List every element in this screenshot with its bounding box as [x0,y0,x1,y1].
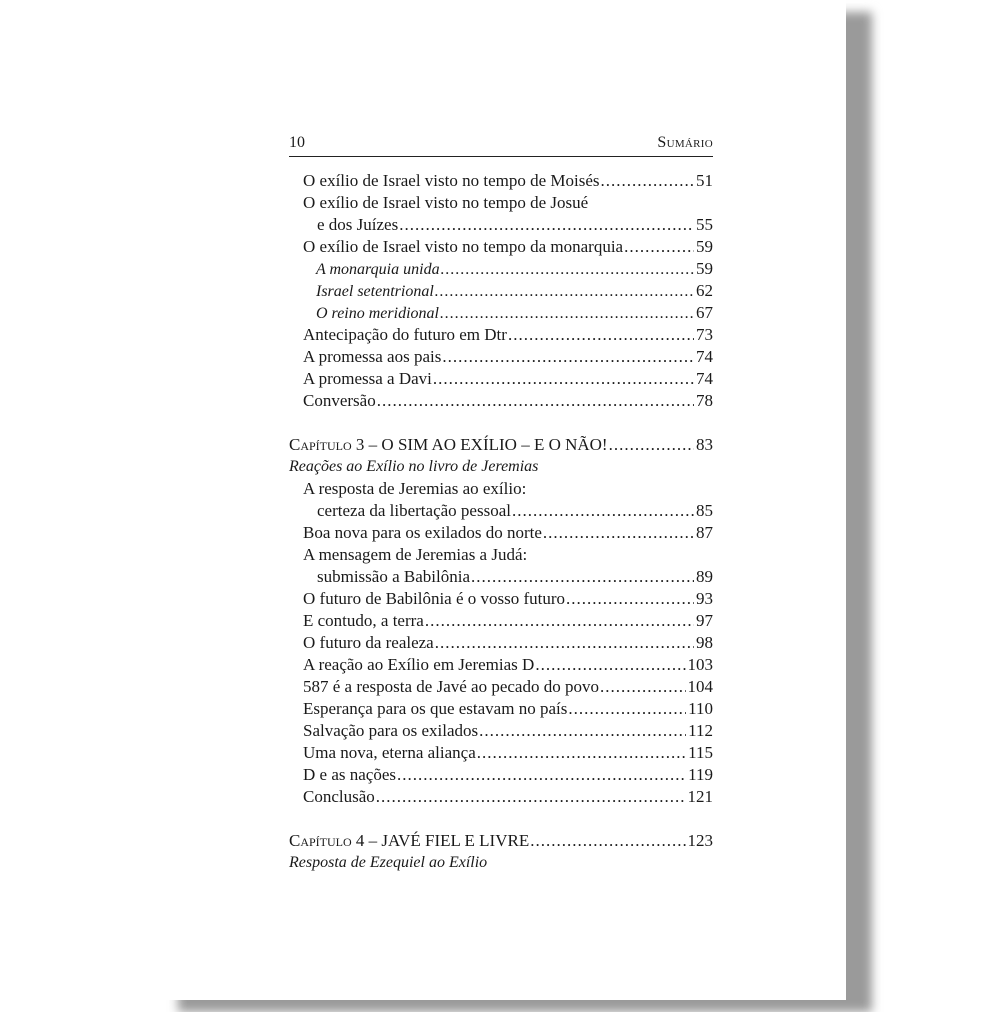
toc-entry: O futuro de Babilônia é o vosso futuro ..... 93 [289,588,713,610]
toc-entry: A promessa a Davi ..... 74 [289,368,713,390]
chapter-title: – JAVÉ FIEL E LIVRE [368,831,530,850]
chapter-heading [289,434,713,456]
chapter-label: Capítulo 4 [289,831,365,850]
book-page [162,0,846,1000]
toc-entry: O exílio de Israel visto no tempo da monarquia ..... 59 [289,236,713,258]
toc-entry: Conversão ..... 78 [289,390,713,412]
toc-entry: A resposta de Jeremias ao exílio: [303,479,527,498]
toc-entry: O futuro da realeza ..... 98 [289,632,713,654]
running-header [289,134,713,157]
toc-entry: Uma nova, eterna aliança ..... 115 [289,742,713,764]
toc-entry: submissão a Babilônia ..... 89 [289,566,713,588]
toc-entry: certeza da libertação pessoal ..... 85 [289,500,713,522]
toc-entry: Esperança para os que estavam no país ..... 110 [289,698,713,720]
header-title: Sumário [657,134,713,151]
chapter-heading [289,830,713,852]
toc-entry: Salvação para os exilados ..... 112 [289,720,713,742]
toc-entry: A mensagem de Jeremias a Judá: [303,545,528,564]
toc-entry: e dos Juízes ..... 55 [289,214,713,236]
toc-entry: A reação ao Exílio em Jeremias D ..... 103 [289,654,713,676]
chapter-page: 83 [696,435,713,454]
toc-entry: O exílio de Israel visto no tempo de Josué [303,193,589,212]
toc-entry: Boa nova para os exilados do norte ..... 87 [289,522,713,544]
chapter-subtitle: Resposta de Ezequiel ao Exílio [289,854,488,871]
toc-entry: 587 é a resposta de Javé ao pecado do povo ..... 104 [289,676,713,698]
chapter-label: Capítulo 3 [289,435,365,454]
header-page-number: 10 [289,134,305,151]
chapter-subtitle: Reações ao Exílio no livro de Jeremias [289,458,539,475]
toc-entry: A promessa aos pais ..... 74 [289,346,713,368]
chapter-page: 123 [687,831,713,850]
toc-entry: E contudo, a terra ..... 97 [289,610,713,632]
toc-entry: Conclusão ..... 121 [289,786,713,808]
chapter-title: – O SIM AO EXÍLIO – E O NÃO! [368,435,608,454]
toc-entry: Antecipação do futuro em Dtr ..... 73 [289,324,713,346]
toc-entry: Israel setentrional ..... 62 [289,280,713,302]
toc-entry: A monarquia unida ..... 59 [289,258,713,280]
table-of-contents [289,170,713,874]
toc-entry: O exílio de Israel visto no tempo de Moisés ..... 51 [289,170,713,192]
toc-entry: O reino meridional ..... 67 [289,302,713,324]
toc-entry: D e as nações ..... 119 [289,764,713,786]
